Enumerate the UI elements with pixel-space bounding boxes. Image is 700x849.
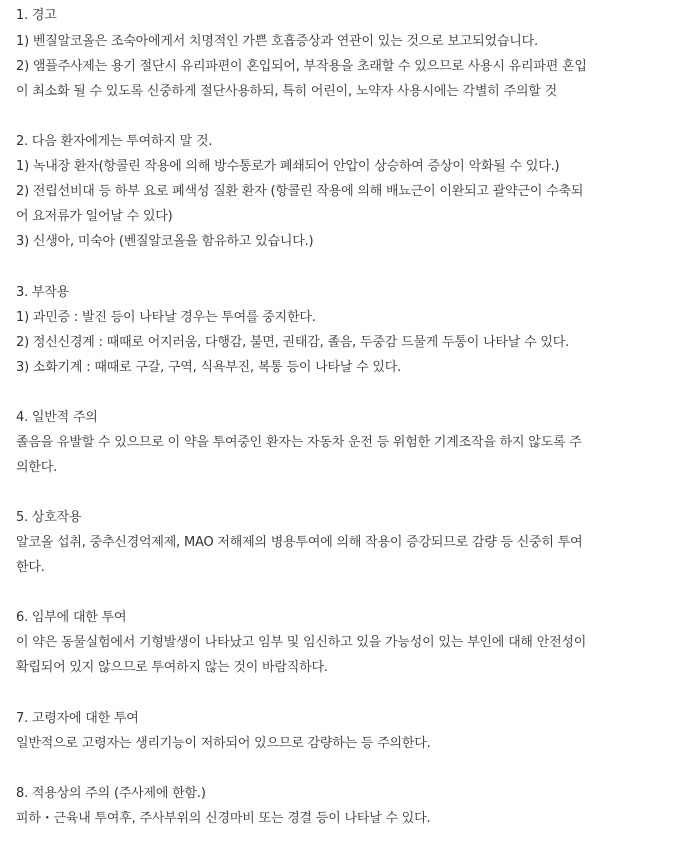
section-line: 3) 신생아, 미숙아 (벤질알코올을 함유하고 있습니다.) [16, 234, 314, 249]
section-heading-contraindications: 2. 다음 환자에게는 투여하지 말 것. [16, 134, 213, 149]
section-line: 졸음을 유발할 수 있으므로 이 약을 투여중인 환자는 자동차 운전 등 위험한 기계조작을 하지 않도록 주 [16, 435, 582, 450]
section-heading-application-precautions: 8. 적용상의 주의 (주사제에 한함.) [16, 786, 206, 801]
section-line: 2) 앰플주사제는 용기 절단시 유리파편이 혼입되어, 부작용을 초래할 수 있으므로 사용시 유리파편 혼입 [16, 59, 587, 74]
section-line: 알코올 섭취, 중추신경억제제, MAO 저해제의 병용투여에 의해 작용이 증강되므로 감량 등 신중히 투여 [16, 535, 583, 550]
section-heading-warning: 1. 경고 [16, 8, 57, 23]
section-line: 3) 소화기계 : 때때로 구갈, 구역, 식욕부진, 복통 등이 나타날 수 있다. [16, 360, 402, 375]
section-heading-side-effects: 3. 부작용 [16, 285, 70, 300]
section-heading-pregnancy: 6. 임부에 대한 투여 [16, 610, 127, 625]
section-line: 일반적으로 고령자는 생리기능이 저하되어 있으므로 감량하는 등 주의한다. [16, 736, 431, 751]
section-line: 이 약은 동물실험에서 기형발생이 나타났고 임부 및 임신하고 있을 가능성이 있는 부인에 대해 안전성이 [16, 635, 587, 650]
section-line: 2) 전립선비대 등 하부 요로 폐색성 질환 환자 (항콜린 작용에 의해 배뇨근이 이완되고 괄약근이 수축되 [16, 184, 584, 199]
section-line: 어 요저류가 일어날 수 있다) [16, 209, 173, 224]
section-line: 2) 정신신경계 : 때때로 어지러움, 다행감, 불면, 권태감, 졸음, 두중감 드물게 두통이 나타날 수 있다. [16, 335, 570, 350]
section-line: 의한다. [16, 460, 58, 475]
section-heading-general-precautions: 4. 일반적 주의 [16, 410, 98, 425]
section-line: 1) 벤질알코올은 조숙아에게서 치명적인 가쁜 호흡증상과 연관이 있는 것으로 보고되었습니다. [16, 34, 538, 49]
section-line: 1) 과민증 : 발진 등이 나타날 경우는 투여를 중지한다. [16, 310, 316, 325]
section-line: 1) 녹내장 환자(항콜린 작용에 의해 방수통로가 폐쇄되어 안압이 상승하여 증상이 악화될 수 있다.) [16, 159, 560, 174]
section-heading-interactions: 5. 상호작용 [16, 510, 82, 525]
section-line: 확립되어 있지 않으므로 투여하지 않는 것이 바람직하다. [16, 660, 328, 675]
section-line: 한다. [16, 560, 45, 575]
section-line: 피하・근육내 투여후, 주사부위의 신경마비 또는 경결 등이 나타날 수 있다. [16, 811, 431, 826]
section-line: 이 최소화 될 수 있도록 신중하게 절단사용하되, 특히 어린이, 노약자 사용시에는 각별히 주의할 것 [16, 84, 557, 99]
section-heading-elderly: 7. 고령자에 대한 투여 [16, 711, 139, 726]
